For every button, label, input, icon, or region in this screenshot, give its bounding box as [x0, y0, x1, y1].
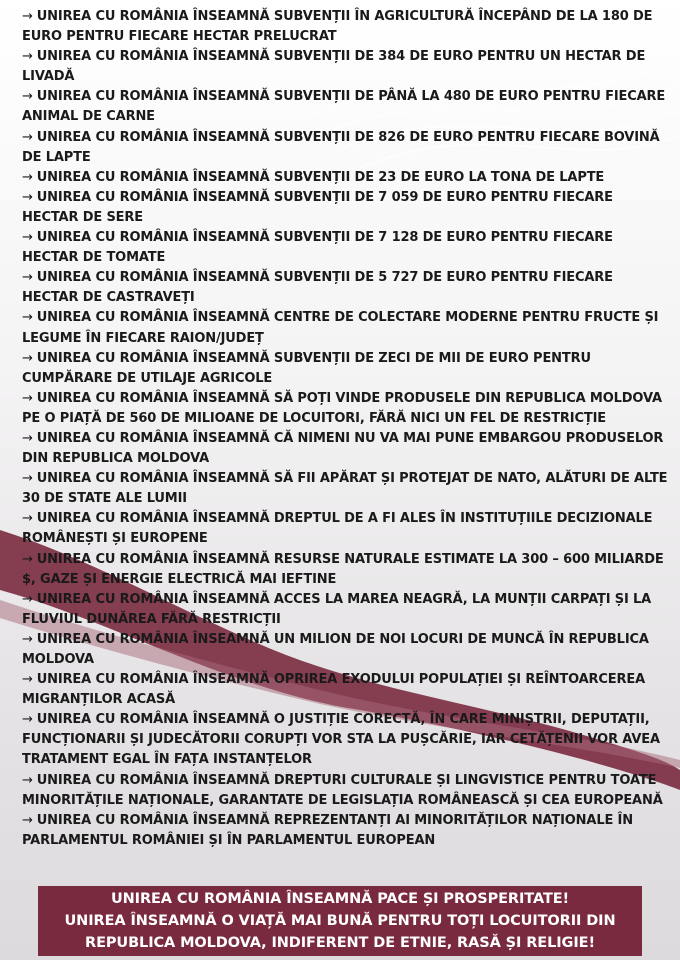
list-item [22, 630, 670, 670]
list-item-text: UNIREA CU ROMÂNIA ÎNSEAMNĂ RESURSE NATURALE ESTIMATE LA 300 – 600 MILIARDE $, GAZE ȘI ENERGIE ELECTRICĂ MAI IEFTINE [22, 551, 664, 587]
list-item-text: UNIREA CU ROMÂNIA ÎNSEAMNĂ SUBVENȚII DE 826 DE EURO PENTRU FIECARE BOVINĂ DE LAPTE [22, 129, 660, 165]
arrow-icon: → [22, 270, 33, 286]
list-item [22, 349, 670, 389]
list-item [22, 128, 670, 168]
list-item [22, 228, 670, 268]
arrow-icon: → [22, 511, 33, 527]
list-item [22, 550, 670, 590]
banner-line: UNIREA ÎNSEAMNĂ O VIAȚĂ MAI BUNĂ PENTRU TOȚI LOCUITORII DIN [64, 913, 616, 929]
arrow-icon: → [22, 9, 33, 24]
arrow-icon: → [22, 49, 33, 65]
list-item-text: UNIREA CU ROMÂNIA ÎNSEAMNĂ SĂ FII APĂRAT ȘI PROTEJAT DE NATO, ALĂTURI DE ALTE 30 DE STATE ALE LUMII [22, 471, 668, 507]
arrow-icon: → [22, 672, 33, 688]
list-item [22, 469, 670, 509]
list-item [22, 389, 670, 429]
list-item [22, 47, 670, 87]
list-item-text: UNIREA CU ROMÂNIA ÎNSEAMNĂ ACCES LA MAREA NEAGRĂ, LA MUNȚII CARPAȚI ȘI LA FLUVIUL DUNĂREA FĂRĂ RESTRICȚII [22, 591, 652, 627]
list-item [22, 87, 670, 127]
list-item [22, 670, 670, 710]
list-item [22, 188, 670, 228]
list-item-text: UNIREA CU ROMÂNIA ÎNSEAMNĂ SUBVENȚII DE PÂNĂ LA 480 DE EURO PENTRU FIECARE ANIMAL DE CARNE [22, 89, 666, 125]
banner-line: UNIREA CU ROMÂNIA ÎNSEAMNĂ PACE ȘI PROSPERITATE! [110, 891, 570, 907]
list-item-text: UNIREA CU ROMÂNIA ÎNSEAMNĂ SUBVENȚII DE 5 727 DE EURO PENTRU FIECARE HECTAR DE CASTRAVEȚI [22, 270, 613, 306]
conclusion-banner [38, 886, 642, 956]
list-item [22, 168, 670, 188]
list-item-text: UNIREA CU ROMÂNIA ÎNSEAMNĂ DREPTUL DE A FI ALES ÎN INSTITUȚIILE DECIZIONALE ROMÂNEȘTI ȘI EUROPENE [22, 511, 653, 547]
arrow-icon: → [22, 169, 33, 185]
arrow-icon: → [22, 310, 33, 326]
list-item [22, 710, 670, 770]
arrow-icon: → [22, 772, 33, 788]
list-item-text: UNIREA CU ROMÂNIA ÎNSEAMNĂ UN MILION DE NOI LOCURI DE MUNCĂ ÎN REPUBLICA MOLDOVA [22, 631, 649, 667]
arrow-icon: → [22, 551, 33, 567]
arrow-icon: → [22, 430, 33, 446]
arrow-icon: → [22, 631, 33, 647]
list-item [22, 308, 670, 348]
arrow-icon: → [22, 471, 33, 487]
list-item-text: UNIREA CU ROMÂNIA ÎNSEAMNĂ SĂ POȚI VINDE PRODUSELE DIN REPUBLICA MOLDOVA PE O PIAȚĂ DE 560 DE MILIOANE DE LOCUITORI, FĂRĂ NICI UN FEL DE RESTRICȚIE [22, 390, 662, 426]
arrow-icon: → [22, 189, 33, 205]
benefits-list [22, 7, 670, 851]
list-item-text: UNIREA CU ROMÂNIA ÎNSEAMNĂ SUBVENȚII DE 7 128 DE EURO PENTRU FIECARE HECTAR DE TOMATE [22, 230, 613, 266]
list-item [22, 811, 670, 851]
arrow-icon: → [22, 812, 33, 828]
list-item-text: UNIREA CU ROMÂNIA ÎNSEAMNĂ SUBVENȚII DE ZECI DE MII DE EURO PENTRU CUMPĂRARE DE UTILAJE AGRICOLE [22, 350, 591, 386]
arrow-icon: → [22, 390, 33, 406]
list-item [22, 429, 670, 469]
arrow-icon: → [22, 350, 33, 366]
arrow-icon: → [22, 89, 33, 105]
arrow-icon: → [22, 129, 33, 145]
list-item [22, 771, 670, 811]
list-item-text: UNIREA CU ROMÂNIA ÎNSEAMNĂ CENTRE DE COLECTARE MODERNE PENTRU FRUCTE ȘI LEGUME ÎN FIECARE RAION/JUDEȚ [22, 310, 659, 346]
list-item [22, 7, 670, 47]
arrow-icon: → [22, 591, 33, 607]
list-item-text: UNIREA CU ROMÂNIA ÎNSEAMNĂ O JUSTIȚIE CORECTĂ, ÎN CARE MINIȘTRII, DEPUTAȚII, FUNCȚIONARII ȘI JUDECĂTORII CORUPȚI VOR STA LA PUȘCĂRIE, IAR CETĂȚENII VOR AVEA TRATAMENT EGAL ÎN FAȚA INSTANȚELOR [22, 712, 660, 768]
list-item [22, 268, 670, 308]
arrow-icon: → [22, 230, 33, 246]
list-item-text: UNIREA CU ROMÂNIA ÎNSEAMNĂ SUBVENȚII DE 7 059 DE EURO PENTRU FIECARE HECTAR DE SERE [22, 189, 613, 225]
list-item-text: UNIREA CU ROMÂNIA ÎNSEAMNĂ SUBVENȚII DE 384 DE EURO PENTRU UN HECTAR DE LIVADĂ [22, 49, 646, 85]
list-item-text: UNIREA CU ROMÂNIA ÎNSEAMNĂ SUBVENȚII DE 23 DE EURO LA TONA DE LAPTE [36, 169, 605, 185]
list-item [22, 590, 670, 630]
list-item-text: UNIREA CU ROMÂNIA ÎNSEAMNĂ DREPTURI CULTURALE ȘI LINGVISTICE PENTRU TOATE MINORITĂȚILE NAȚIONALE, GARANTATE DE LEGISLAȚIA ROMÂNEASCĂ ȘI CEA EUROPEANĂ [22, 772, 663, 808]
list-item-text: UNIREA CU ROMÂNIA ÎNSEAMNĂ OPRIREA EXODULUI POPULAȚIEI ȘI REÎNTOARCEREA MIGRANȚILOR ACASĂ [22, 672, 646, 708]
arrow-icon: → [22, 712, 33, 728]
banner-line: REPUBLICA MOLDOVA, INDIFERENT DE ETNIE, RASĂ ȘI RELIGIE! [85, 935, 595, 951]
list-item-text: UNIREA CU ROMÂNIA ÎNSEAMNĂ CĂ NIMENI NU VA MAI PUNE EMBARGOU PRODUSELOR DIN REPUBLICA MOLDOVA [22, 430, 664, 467]
list-item-text: UNIREA CU ROMÂNIA ÎNSEAMNĂ REPREZENTANȚI AI MINORITĂȚILOR NAȚIONALE ÎN PARLAMENTUL ROMÂNIEI ȘI ÎN PARLAMENTUL EUROPEAN [22, 812, 633, 848]
list-item [22, 509, 670, 549]
list-item-text: UNIREA CU ROMÂNIA ÎNSEAMNĂ SUBVENȚII ÎN AGRICULTURĂ ÎNCEPÂND DE LA 180 DE EURO PENTRU FIECARE HECTAR PRELUCRAT [22, 9, 653, 45]
